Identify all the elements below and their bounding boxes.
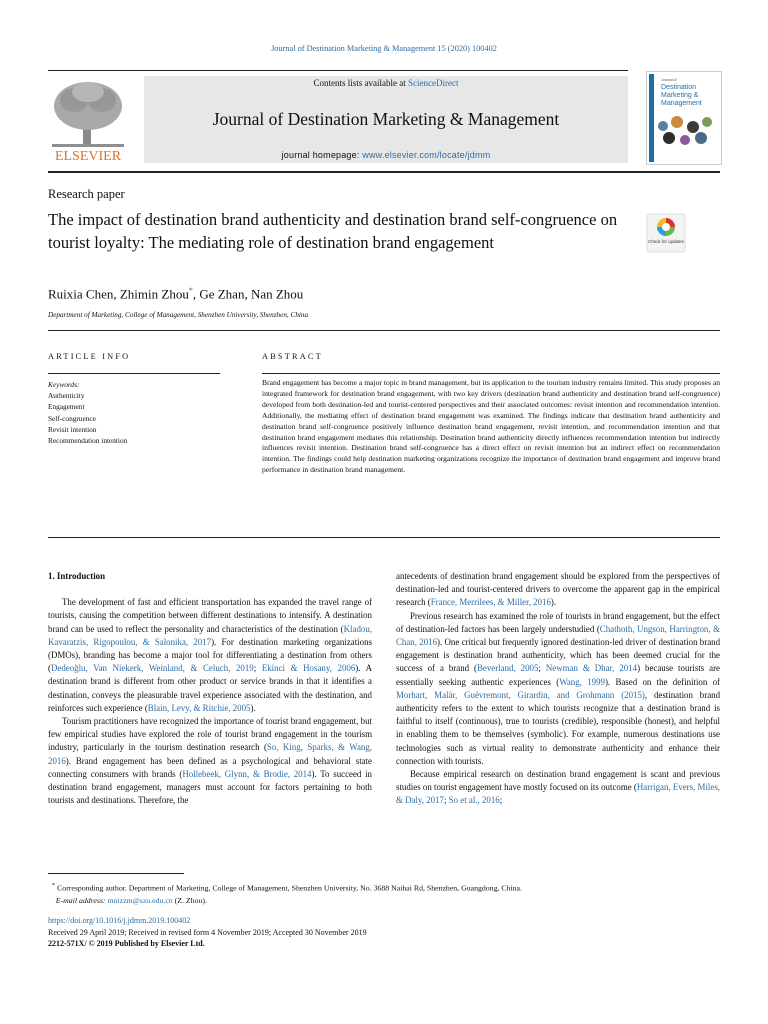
- citation-link[interactable]: Harrigan, Evers, Miles, & Daly, 2017: [396, 782, 720, 806]
- svg-text:Destination: Destination: [661, 84, 697, 91]
- abstract-body: Brand engagement has become a major topic in brand management, but its application to the tourism industry remains limited. This study proposes an integrated framework for destination brand engagement, with two key drivers (destination brand authenticity and destination brand self-congruence) developed from both destination-led and tourist-centered perspectives and their associated outcomes: revisit intention and recommendation intention. Additionally, the mediating effect of destination brand engagement was examined. The findings indicate that destination brand authenticity and destination brand self-congruence positively influence destination brand engagement, revisit intention, and recommendation intention and that destination brand engagement mediates this relationship. Destination brand authenticity directly influences recommendation intention but indirectly influences revisit intention. Destination brand self-congruence has a direct effect on revisit intention but an indirect effect on recommendation intention. The findings could help destination marketing organizations recognize the importance of destination brand engagement and improve brand performance in destination brand management.: [262, 378, 720, 475]
- paragraph: [48, 715, 372, 807]
- footnote-mark: *: [51, 882, 56, 889]
- paragraph-text: ). Brand engagement has been defined as a psychological and behavioral state connecting consumers with brands (: [48, 755, 372, 779]
- citation-link[interactable]: Chathoth, Ungson, Harrington, & Chan, 2016: [396, 623, 720, 648]
- affiliation: Department of Marketing, College of Management, Shenzhen University, Shenzhen, China: [48, 311, 309, 319]
- paragraph-text: , destination brand authenticity refers to the extent to which tourists recognize that a destination brand is faithful to itself (continuous), true to tourists (credible), responsible (honest), and helpful in enabling them to be themselves (symbolic). For example, numerous destinations use technologies such as virtual reality to demonstrate authenticity and enhance their connection with tourists.: [396, 689, 721, 766]
- body-column-left: [48, 570, 372, 807]
- elsevier-wordmark: ELSEVIER: [54, 149, 122, 164]
- keywords-block: [48, 379, 127, 446]
- article-info-heading: ARTICLE INFO: [48, 352, 131, 361]
- elsevier-tree-icon: [48, 76, 128, 164]
- crossmark-icon: [646, 213, 686, 253]
- abstract-bottom-rule: [48, 537, 720, 538]
- homepage-link[interactable]: www.elsevier.com/locate/jdmm: [362, 150, 491, 160]
- email-label: E-mail address:: [55, 895, 108, 905]
- body-column-right: [396, 570, 720, 808]
- abstract-rule: [262, 373, 720, 374]
- keyword-item: Self-congruence: [48, 413, 96, 423]
- paragraph: [396, 610, 720, 768]
- corresponding-author-mark[interactable]: *: [188, 286, 193, 295]
- citation-link[interactable]: Blain, Levy, & Ritchie, 2005: [147, 702, 251, 713]
- doi-link[interactable]: https://doi.org/10.1016/j.jdmm.2019.100402: [48, 916, 191, 925]
- authors-part-2: , Ge Zhan, Nan Zhou: [192, 286, 304, 302]
- paragraph-text: ) because tourists are essentially seeking authentic experiences (: [396, 663, 720, 687]
- citation-link[interactable]: Ekinci & Hosany, 2006: [261, 663, 356, 674]
- citation-link[interactable]: Hollebeek, Glynn, & Brodie, 2014: [182, 768, 312, 779]
- svg-text:Journal of: Journal of: [661, 78, 677, 82]
- abstract-heading: ABSTRACT: [262, 352, 323, 361]
- paragraph-text: Because empirical research on destination brand engagement is scant and previous studies on tourist engagement have mostly focused on its outcome (: [396, 769, 720, 793]
- crossmark-label: Check for updates: [648, 239, 684, 244]
- paragraph-text: ). Based on the definition of: [604, 676, 720, 687]
- journal-title: Journal of Destination Marketing & Management: [212, 109, 560, 129]
- authors-part-1: Ruixia Chen, Zhimin Zhou: [48, 286, 189, 302]
- footnote-email-line: [48, 895, 720, 907]
- paragraph-text: ;: [538, 663, 546, 674]
- sciencedirect-link[interactable]: ScienceDirect: [408, 78, 459, 88]
- author-list: [48, 286, 303, 302]
- paper-title: The impact of destination brand authenticity and destination brand self-congruence on tourist loyalty: The mediating role of destination brand engagement: [48, 210, 618, 252]
- paragraph-text: ). For destination marketing organizations (DMOs), branding has become a major tool for differentiating a destination from others (: [48, 636, 372, 674]
- elsevier-logo[interactable]: [48, 76, 128, 164]
- paragraph: [396, 768, 720, 808]
- citation-link[interactable]: France, Merrilees, & Miller, 2016: [430, 597, 551, 608]
- email-link[interactable]: mnizzm@szu.edu.cn: [107, 895, 173, 905]
- citation-link[interactable]: Newman & Dhar, 2014: [545, 663, 638, 674]
- email-suffix: (Z. Zhou).: [172, 895, 207, 905]
- citation-link[interactable]: Kladou, Kavaratzis, Rigopoulou, & Salonika, 2017: [48, 623, 372, 647]
- footnote: [48, 880, 720, 907]
- paragraph-text: Tourism practitioners have recognized the importance of tourist brand engagement, but few empirical studies have explored the role of tourist brand engagement in the tourism industry, particularly in the tourism destination research (: [48, 716, 372, 753]
- paragraph-text: antecedents of destination brand engagement should be explored from the perspectives of destination-led and tourist-centered drivers to overcome the apparent gap in the empirical research (: [396, 571, 720, 608]
- keyword-item: Engagement: [48, 402, 85, 412]
- keyword-item: Authenticity: [48, 391, 85, 401]
- paragraph-text: ;: [499, 795, 503, 806]
- citation-link[interactable]: Dedeoğlu, Van Niekerk, Weinland, & Celuch, 2019: [50, 663, 254, 674]
- article-info-rule: [48, 373, 220, 374]
- paragraph-text: ). To succeed in destination brand engagement, managers must account for factors pertaining to both tourists and destinations. Therefore, the: [48, 768, 372, 806]
- journal-cover-image: [647, 72, 721, 164]
- keywords-label: Keywords:: [48, 380, 80, 389]
- introduction-heading: 1. Introduction: [48, 571, 106, 581]
- contents-prefix: Contents lists available at: [313, 78, 408, 88]
- paragraph-text: ). One critical but frequently ignored destination-led driver of destination brand engagement is destination brand authenticity, which has been deemed crucial for the success of a brand (: [396, 637, 721, 674]
- paragraph: [396, 570, 720, 610]
- paragraph-text: ;: [443, 795, 449, 806]
- paragraph-text: ).: [250, 702, 256, 713]
- footnote-text: Corresponding author. Department of Marketing, College of Management, Shenzhen University, No. 3688 Naihai Rd, Shenzhen, Guangdong, China.: [55, 883, 522, 893]
- section-rule: [48, 330, 720, 331]
- paragraph-text: ;: [253, 663, 262, 674]
- footnote-corresponding-author: [48, 880, 720, 895]
- paragraph: [48, 596, 372, 715]
- svg-text:Marketing &: Marketing &: [661, 92, 699, 99]
- journal-cover-thumbnail[interactable]: [646, 71, 722, 165]
- header-rule: [48, 171, 720, 173]
- citation-link[interactable]: Morhart, Malär, Guèvremont, Girardin, and Grohmann (2015): [396, 689, 645, 700]
- homepage-prefix: journal homepage:: [281, 150, 363, 160]
- copyright-line: 2212-571X/ © 2019 Published by Elsevier Ltd.: [48, 939, 205, 949]
- publication-info: [48, 915, 367, 950]
- contents-available-line: [144, 78, 628, 88]
- received-dates: Received 29 April 2019; Received in revised form 4 November 2019; Accepted 30 November 2019: [48, 927, 367, 937]
- article-type: Research paper: [48, 187, 125, 201]
- journal-homepage-line: [144, 150, 628, 160]
- journal-reference-link[interactable]: Journal of Destination Marketing & Management 15 (2020) 100402: [271, 44, 497, 53]
- paragraph-text: Previous research has examined the role of tourists in brand engagement, but the effect of destination-led factors has been largely understudied (: [396, 610, 720, 634]
- citation-link[interactable]: Beverland, 2005: [477, 663, 539, 674]
- keyword-item: Recommendation intention: [48, 436, 128, 446]
- citation-link[interactable]: So, King, Sparks, & Wang, 2016: [48, 742, 372, 766]
- footnote-rule: [48, 873, 184, 874]
- citation-link[interactable]: So et al., 2016: [448, 795, 500, 806]
- paragraph-text: ). A destination brand is different from other product or service brands in that it identifies a destination, conveys the pleasurable travel experience associated with the destination, and reinforces such experience (: [48, 663, 372, 713]
- crossmark-button[interactable]: [646, 213, 686, 253]
- keyword-item: Revisit intention: [48, 424, 97, 434]
- citation-link[interactable]: Wang, 1999: [559, 676, 605, 687]
- paragraph-text: ).: [550, 597, 557, 608]
- paragraph-text: The development of fast and efficient transportation has expanded the travel range of tourists, causing the competition between different destinations to intensify. A destination brand can be used to reflect the personality and characteristics of the destination (: [48, 597, 372, 634]
- svg-text:Management: Management: [661, 100, 702, 107]
